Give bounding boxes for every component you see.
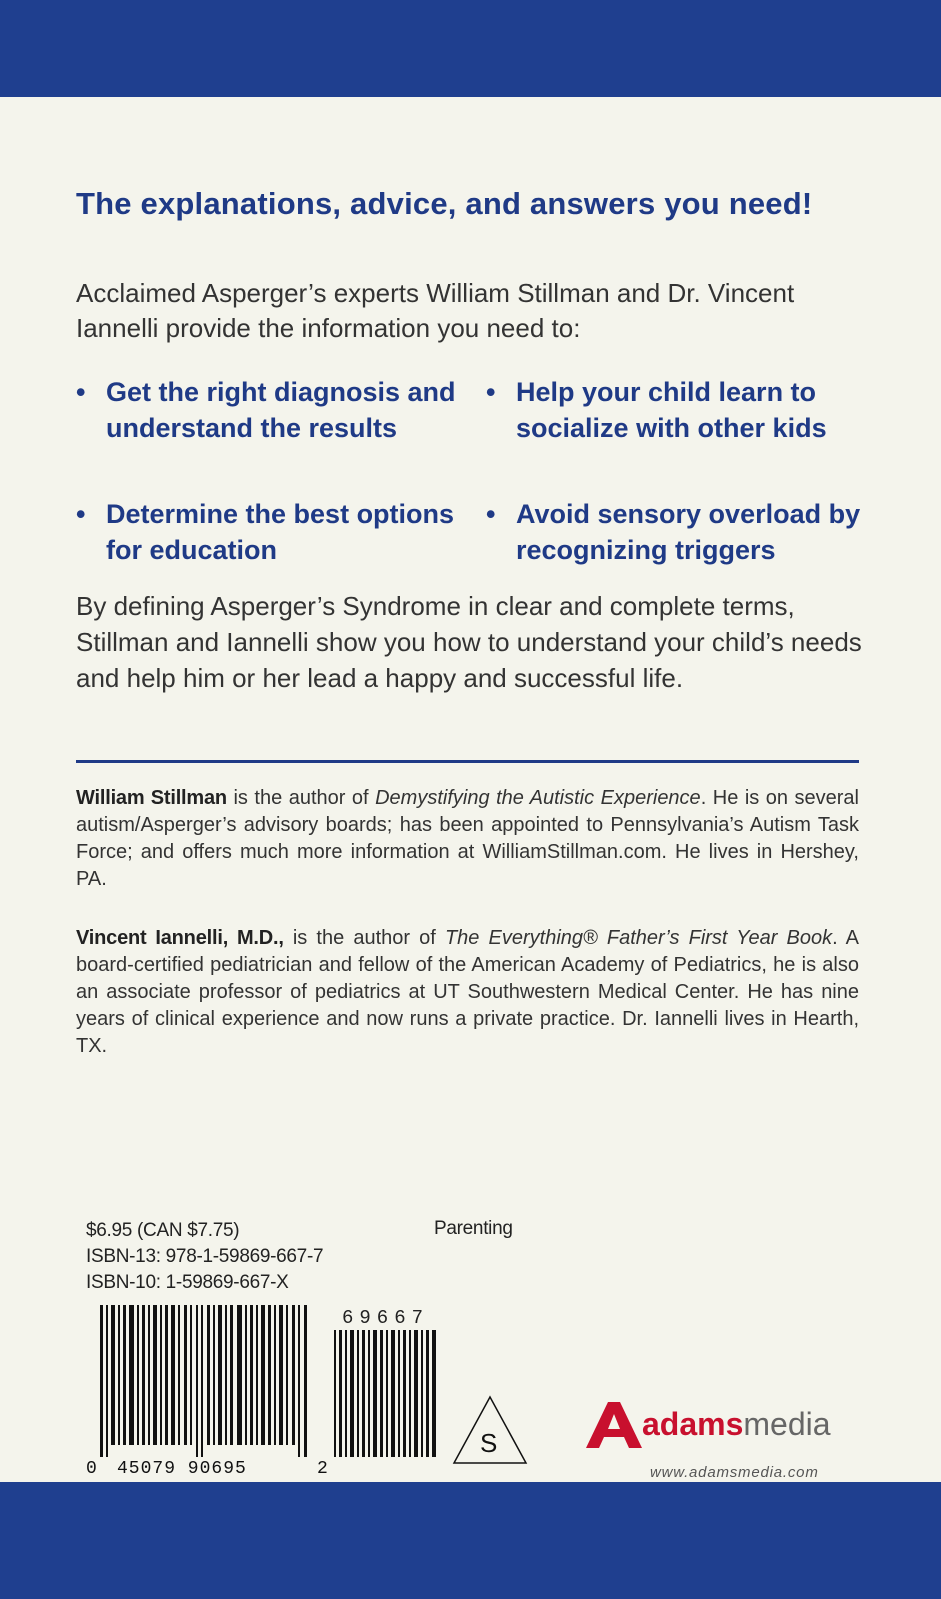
bullet-text: Avoid sensory overload by recognizing triggers	[516, 499, 861, 565]
bio-text: is the author of	[283, 927, 445, 949]
barcode-main-icon	[100, 1305, 310, 1457]
section-divider	[76, 760, 859, 763]
closing-paragraph: By defining Asperger’s Syndrome in clear and complete terms, Stillman and Iannelli show you how to understand your child’s needs and help him or her lead a happy and successful life.	[76, 591, 862, 693]
bio-text: . He is on several autism/Asperger’s advisory boards; has been appointed to Pennsylvania’s Autism Task Force; and offers much more information at WilliamStillman.com. He lives in Hershey, PA.	[76, 787, 859, 890]
headline: The explanations, advice, and answers you need!	[76, 186, 813, 221]
book-title: Demystifying the Autistic Experience	[375, 787, 701, 809]
bullet-item	[486, 496, 886, 568]
isbn10-text: ISBN-10: 1-59869-667-X	[86, 1272, 289, 1293]
wordmark-bold: adams	[642, 1406, 744, 1442]
book-title: The Everything® Father’s First Year Book	[444, 927, 833, 949]
bullet-item	[486, 374, 886, 446]
publisher-logo	[580, 1400, 870, 1450]
author-bio-iannelli	[76, 925, 859, 1060]
pricing-block	[86, 1218, 323, 1296]
category-label: Parenting	[434, 1218, 513, 1239]
adams-a-logo-icon	[580, 1400, 644, 1450]
bio-text: . A board-certified pediatrician and fellow of the American Academy of Pediatrics, he is also an associate professor of pediatrics at UT Southwestern Medical Center. He has nine years of clinical experience and now runs a private practice. Dr. Iannelli lives in Hearth, TX.	[76, 927, 859, 1057]
barcode-digit-last: 2	[317, 1459, 328, 1479]
bullet-dot-icon: •	[486, 377, 496, 407]
triangle-letter: S	[480, 1428, 498, 1458]
bullet-dot-icon: •	[76, 377, 86, 407]
publisher-website: www.adamsmedia.com	[650, 1464, 819, 1481]
bottom-color-band	[0, 1482, 941, 1599]
isbn13-text: ISBN-13: 978-1-59869-667-7	[86, 1246, 324, 1267]
intro-paragraph: Acclaimed Asperger’s experts William Stillman and Dr. Vincent Iannelli provide the information you need to:	[76, 278, 795, 343]
bullet-item	[76, 374, 456, 446]
author-name: Vincent Iannelli, M.D.,	[76, 927, 284, 949]
top-color-band	[0, 0, 941, 97]
price-text: $6.95 (CAN $7.75)	[86, 1220, 240, 1241]
author-name: William Stillman	[76, 787, 227, 809]
barcode-addon-digits: 69667	[342, 1307, 430, 1329]
bullet-text: Determine the best options for education	[106, 499, 455, 565]
bullet-text: Get the right diagnosis and understand the results	[106, 377, 456, 443]
bio-text: is the author of	[226, 787, 376, 809]
bullet-dot-icon: •	[486, 499, 496, 529]
barcode-addon-icon	[334, 1330, 438, 1457]
bullet-item	[76, 496, 456, 568]
author-bio-stillman	[76, 785, 859, 893]
bullet-text: Help your child learn to socialize with other kids	[516, 377, 827, 443]
barcode-digits-main: 45079 90695	[117, 1459, 247, 1479]
publisher-wordmark	[642, 1406, 831, 1443]
wordmark-light: media	[743, 1406, 831, 1442]
bullet-dot-icon: •	[76, 499, 86, 529]
barcode-digit-first: 0	[86, 1459, 97, 1479]
